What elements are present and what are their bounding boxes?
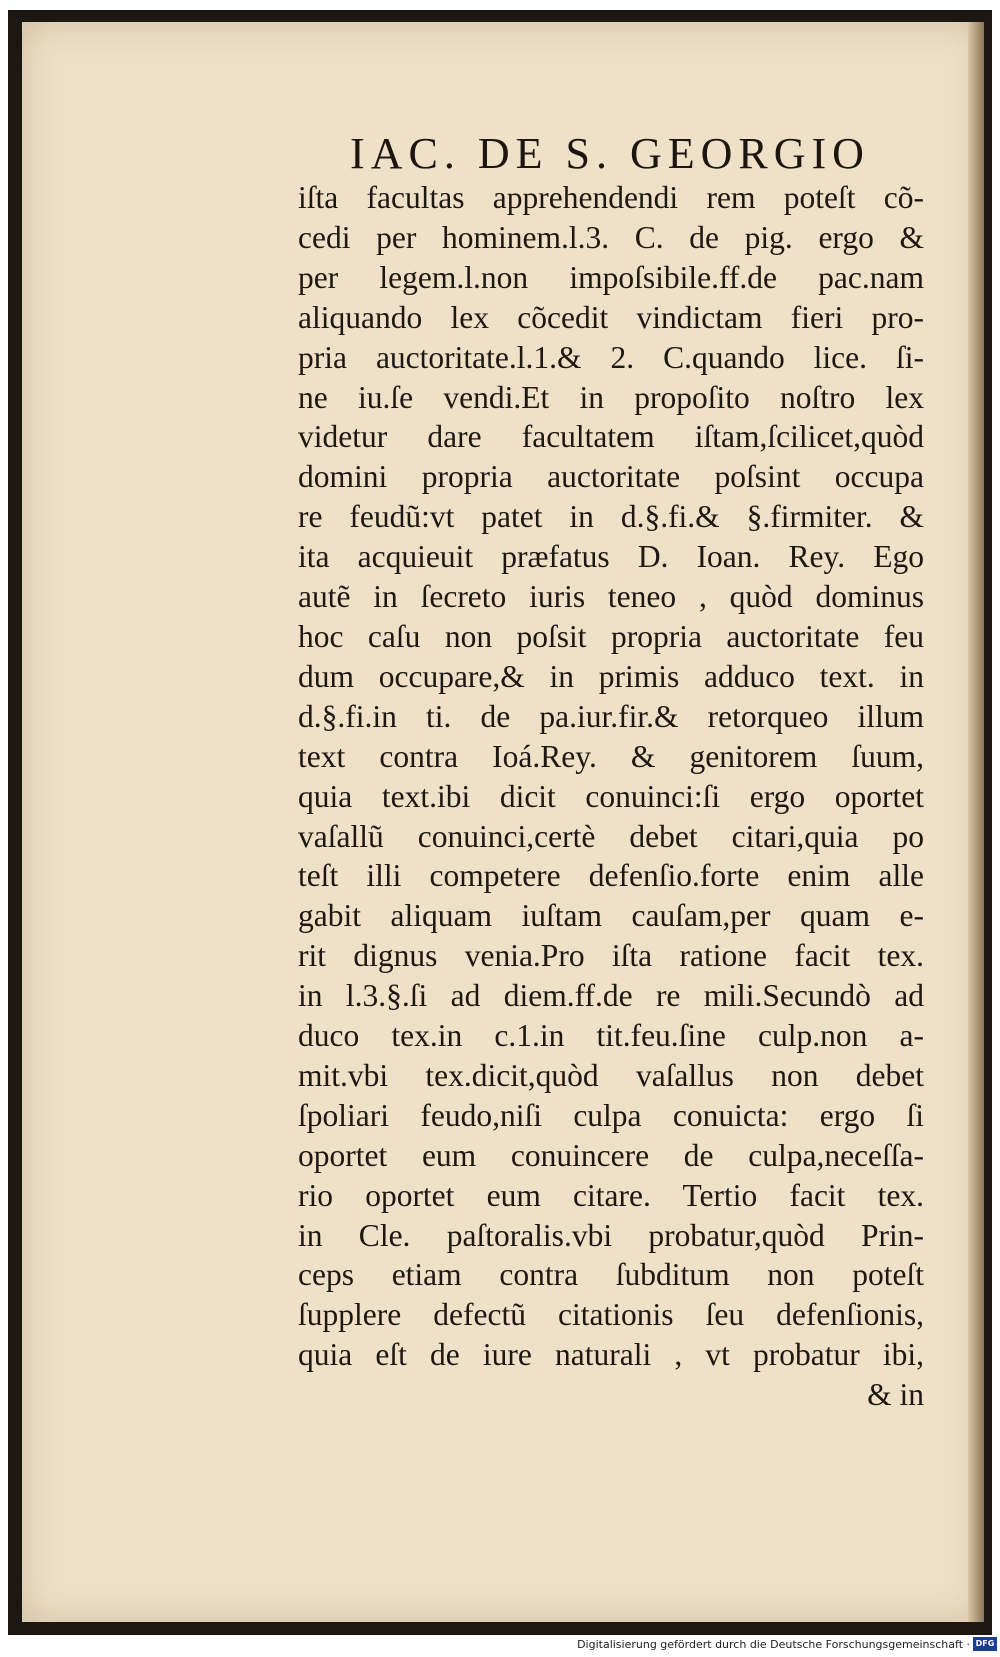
text-line: pria auctoritate.l.1.& 2. C.quando lice. ſi- <box>298 339 924 375</box>
text-line: text contra Ioá.Rey. & genitorem ſuum, <box>298 738 924 774</box>
text-line: mit.vbi tex.dicit,quòd vaſallus non debet <box>298 1057 924 1093</box>
text-line: quia text.ibi dicit conuinci:ſi ergo oportet <box>298 778 924 814</box>
text-line: autẽ in ſecreto iuris teneo , quòd dominus <box>298 579 924 615</box>
dfg-logo-icon: DFG <box>973 1637 997 1651</box>
text-line: per legem.l.non impoſsibile.ff.de pac.nam <box>298 259 924 295</box>
text-line: d.§.fi.in ti. de pa.iur.fir.& retorqueo illum <box>298 698 924 734</box>
running-head: IAC. DE S. GEORGIO <box>350 129 870 178</box>
text-line: rit dignus venia.Pro iſta ratione facit tex. <box>298 938 924 974</box>
text-line: re feudũ:vt patet in d.§.fi.& §.firmiter. & <box>298 499 924 535</box>
text-line: rio oportet eum citare. Tertio facit tex. <box>298 1177 924 1213</box>
text-line: domini propria auctoritate poſsint occupa <box>298 459 924 495</box>
text-line: cedi per hominem.l.3. C. de pig. ergo & <box>298 219 924 255</box>
text-line: teſt illi competere defenſio.forte enim alle <box>298 858 924 894</box>
text-line: ſupplere defectũ citationis ſeu defenſionis, <box>298 1297 924 1333</box>
text-line: iſta facultas apprehendendi rem poteſt cõ- <box>298 180 924 215</box>
text-line: ne iu.ſe vendi.Et in propoſito noſtro lex <box>298 379 924 415</box>
text-line: vaſallũ conuinci,certè debet citari,quia po <box>298 818 924 854</box>
text-line: gabit aliquam iuſtam cauſam,per quam e- <box>298 898 924 934</box>
text-line: ceps etiam contra ſubditum non poteſt <box>298 1257 924 1293</box>
text-line: in l.3.§.ſi ad diem.ff.de re mili.Secundò ad <box>298 978 924 1014</box>
text-line: ita acquieuit præfatus D. Ioan. Rey. Ego <box>298 539 924 575</box>
text-line: oportet eum conuincere de culpa,neceſſa- <box>298 1137 924 1173</box>
page-edge <box>968 22 984 1622</box>
text-line: aliquando lex cõcedit vindictam fieri pro- <box>298 299 924 335</box>
text-line: dum occupare,& in primis adduco text. in <box>298 658 924 694</box>
text-line: quia eſt de iure naturali , vt probatur ibi, <box>298 1337 924 1373</box>
text-line: duco tex.in c.1.in tit.feu.ſine culp.non a- <box>298 1018 924 1054</box>
text-line: in Cle. paſtoralis.vbi probatur,quòd Prin- <box>298 1217 924 1253</box>
text-line: videtur dare facultatem iſtam,ſcilicet,quòd <box>298 419 924 455</box>
text-line: ſpoliari feudo,niſi culpa conuicta: ergo ſi <box>298 1097 924 1133</box>
text-line: hoc caſu non poſsit propria auctoritate feu <box>298 618 924 654</box>
footer-credit: Digitalisierung gefördert durch die Deutsche Forschungsgemeinschaft · <box>577 1638 970 1651</box>
body-text <box>298 178 924 1415</box>
catchword: & in <box>867 1377 924 1413</box>
